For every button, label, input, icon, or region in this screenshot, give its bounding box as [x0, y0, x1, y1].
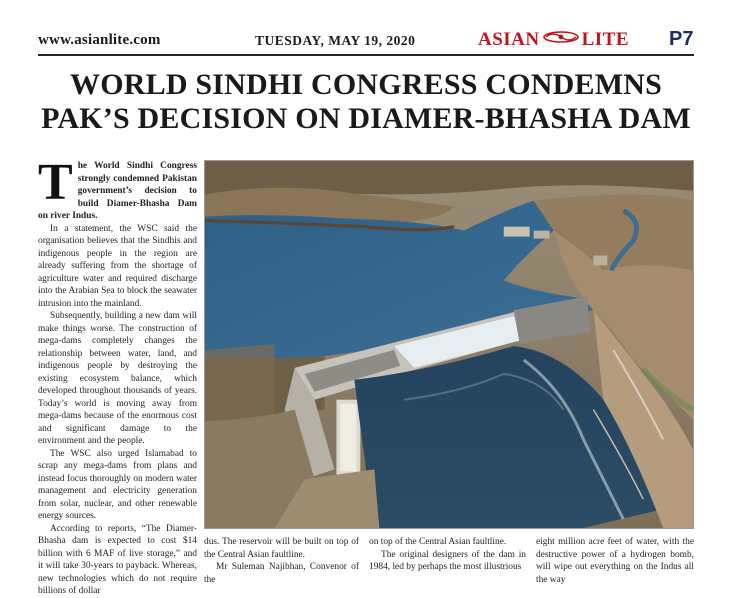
body-paragraph: In a statement, the WSC said the organisation believes that the Sindhis and indigenous people in the region are already suffering from the shortage of agriculture water and required discharge into the Arabian Sea to block the seawater intrusion into the mainland.	[38, 223, 197, 309]
masthead	[38, 28, 694, 54]
headline-line-2: PAK’S DECISION ON DIAMER-BHASHA DAM	[41, 102, 691, 135]
brand-logo	[478, 28, 629, 51]
site-url[interactable]: www.asianlite.com	[38, 32, 161, 48]
lead-text: he World Sindhi Congress strongly condemned Pakistan government’s decision to build Diamer-Bhasha Dam on river Indus.	[38, 161, 197, 221]
article-column-4	[536, 536, 694, 586]
column-text: Mr Suleman Najibhan, Convenor of the	[204, 562, 359, 585]
article-column-3	[369, 536, 526, 574]
masthead-rule	[38, 54, 694, 56]
body-paragraph: Subsequently, building a new dam will make things worse. The construction of mega-dams completely changes the relationship between water, land, and indigenous people by destroying the existing ecosystem balance, which developed throughout thousands of years. Today’s world is moving away from mega-dams because of the enormous cost and significant damage to the environment and the people.	[38, 311, 197, 446]
brand-right: LITE	[581, 29, 630, 50]
column-text: on top of the Central Asian faultline.	[369, 537, 507, 547]
column-text: eight million acre feet of water, with the destructive power of a hydrogen bomb, will wipe out everything on the Indus all the way	[536, 537, 694, 585]
article-headline	[30, 68, 702, 136]
page-number: P7	[669, 28, 694, 50]
article-column-2	[204, 536, 359, 586]
headline-line-1: WORLD SINDHI CONGRESS CONDEMNS	[70, 68, 662, 101]
brand-emblem-icon	[541, 28, 581, 42]
body-paragraph: The WSC also urged Islamabad to scrap any mega-dams from plans and instead focus thoroughly on modern water management and electricity generation from solar, nuclear, and other renewable energy sources.	[38, 448, 197, 521]
column-text: The original designers of the dam in 1984, led by perhaps the most illustrious	[369, 549, 526, 572]
dam-aerial-photo	[204, 160, 694, 529]
issue-date: TUESDAY, MAY 19, 2020	[255, 33, 416, 48]
article-column-1	[38, 154, 197, 598]
brand-left: ASIAN	[478, 29, 540, 50]
drop-cap: T	[38, 154, 73, 211]
column-text: dus. The reservoir will be built on top of the Central Asian faultline.	[204, 537, 359, 560]
lead-paragraph	[38, 154, 197, 223]
body-paragraph: According to reports, “The Diamer-Bhasha dam is expected to cost $14 billion with 6 MAF of live storage,” and it will take 30-years to payback. Whereas, new technologies which do not require billions of dollar	[38, 523, 197, 596]
